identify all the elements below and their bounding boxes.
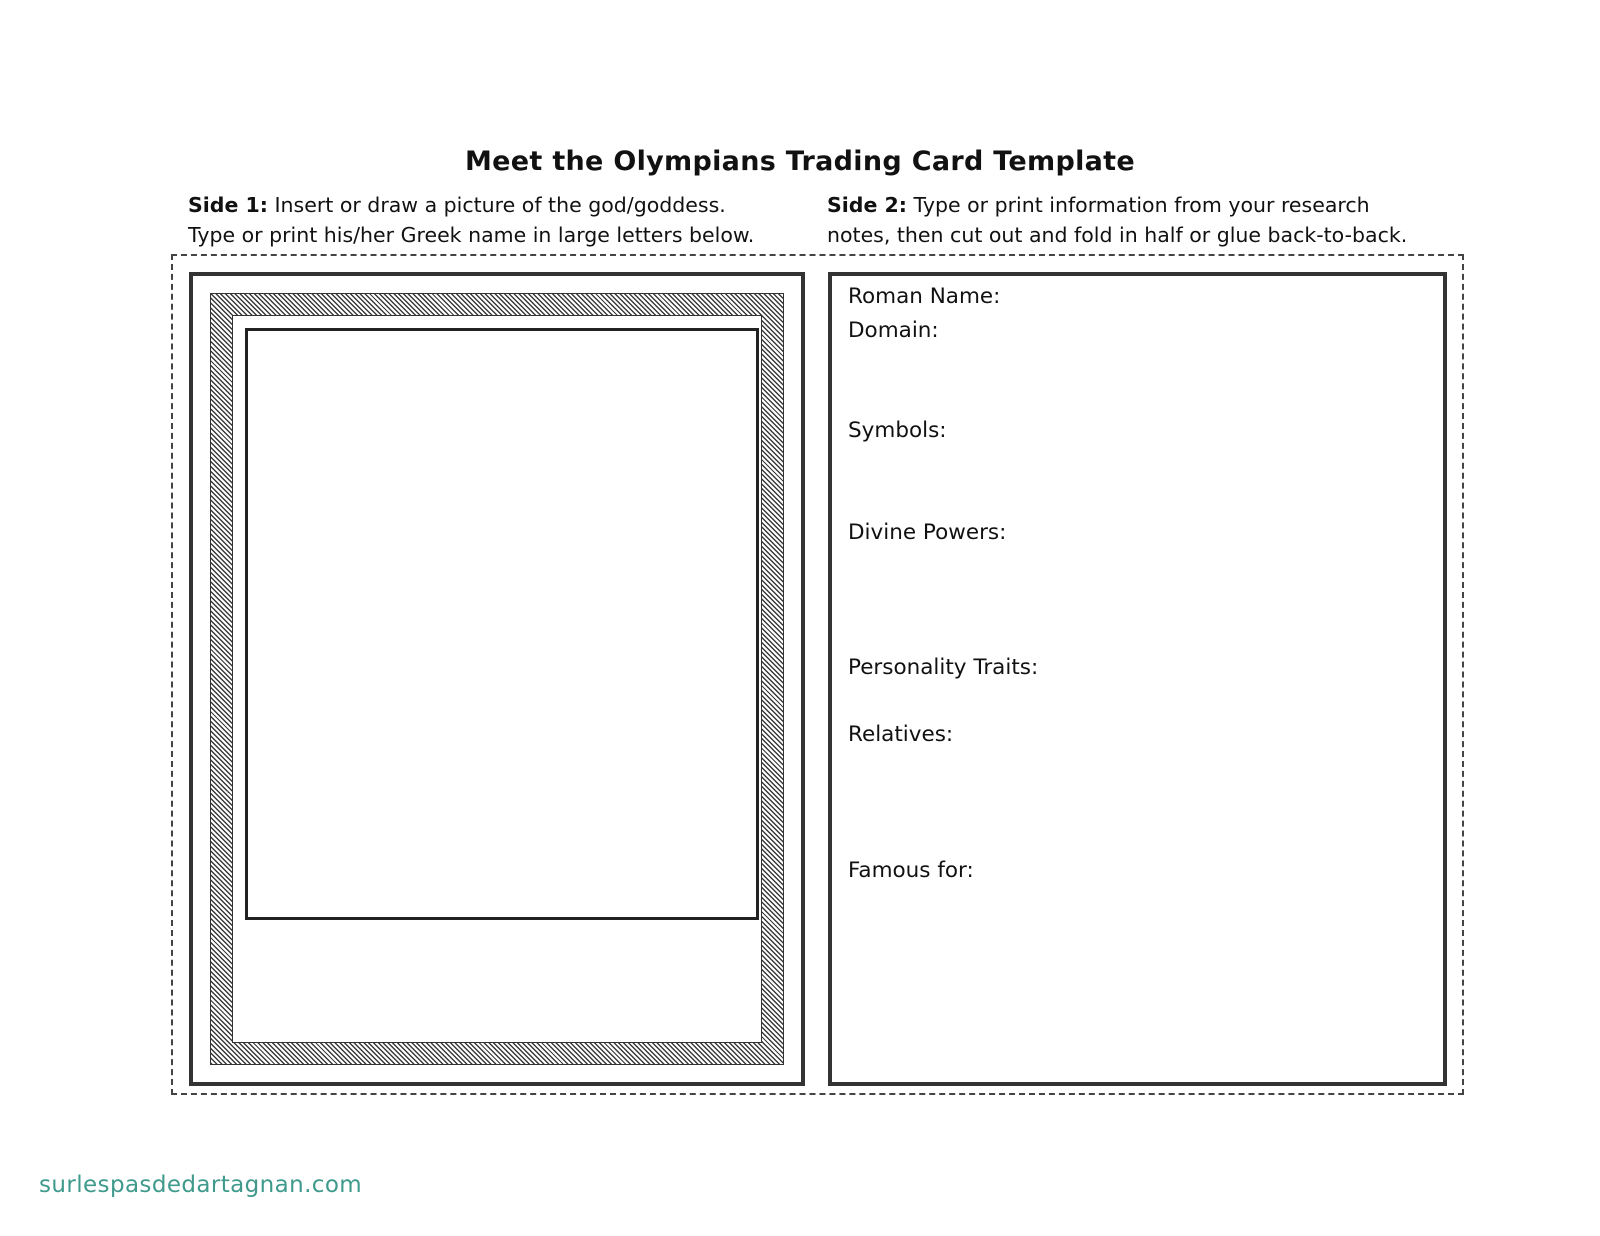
picture-box[interactable]: [245, 328, 759, 920]
hatched-frame: [211, 294, 783, 1064]
domain-label: Domain:: [848, 318, 939, 343]
side-2-line-2: notes, then cut out and fold in half or glue back-to-back.: [827, 223, 1408, 247]
watermark: surlespasdedartagnan.com: [39, 1172, 363, 1198]
page-title: Meet the Olympians Trading Card Template: [465, 146, 1135, 177]
card-side-2: [828, 272, 1447, 1086]
relatives-label: Relatives:: [848, 722, 954, 747]
side-2-heading: Side 2:: [827, 193, 907, 217]
side-1-line-1: Insert or draw a picture of the god/goddess.: [274, 193, 726, 217]
divine-powers-label: Divine Powers:: [848, 520, 1007, 545]
personality-traits-label: Personality Traits:: [848, 655, 1039, 680]
side-1-instructions: [188, 190, 754, 250]
side-1-heading: Side 1:: [188, 193, 268, 217]
card-side-1: [189, 272, 805, 1086]
card-inner-panel: [233, 316, 761, 1042]
roman-name-label: Roman Name:: [848, 284, 1001, 309]
greek-name-area[interactable]: [245, 928, 759, 1038]
famous-for-label: Famous for:: [848, 858, 974, 883]
side-2-instructions: [827, 190, 1407, 250]
symbols-label: Symbols:: [848, 418, 947, 443]
side-1-line-2: Type or print his/her Greek name in large letters below.: [188, 223, 755, 247]
side-2-line-1: Type or print information from your research: [913, 193, 1370, 217]
